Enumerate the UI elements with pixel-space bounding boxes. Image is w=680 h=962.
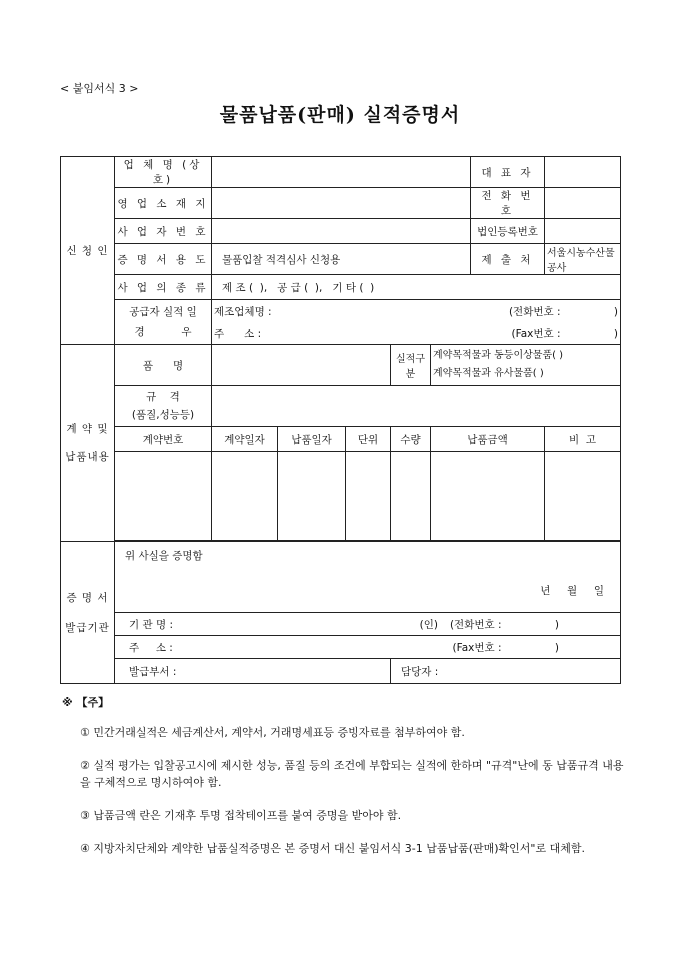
- note-item: ③ 납품금액 란은 기재후 투명 접착테이프를 붙여 증명을 받아야 함.: [80, 809, 402, 822]
- notes-section: [62, 694, 632, 873]
- supplier-label: [115, 300, 212, 345]
- address-field[interactable]: [212, 188, 471, 219]
- supplier-label-line2: 경 우: [134, 326, 192, 338]
- dept-cell[interactable]: [115, 659, 391, 684]
- spec-field[interactable]: [212, 386, 621, 427]
- item-label: 품 명: [115, 345, 212, 386]
- note-item: ④ 지방자치단체와 계약한 납품실적증명은 본 증명서 대신 붙임서식 3-1 납품납품(판매)확인서"로 대체함.: [80, 842, 585, 855]
- cell-quantity[interactable]: [391, 452, 431, 541]
- manager-cell[interactable]: [391, 659, 621, 684]
- rep-field[interactable]: [545, 157, 621, 188]
- perf-option-1[interactable]: 계약목적물과 동등이상물품( ): [433, 350, 564, 361]
- certify-date[interactable]: 년 월 일: [540, 585, 604, 597]
- certify-block: [115, 542, 621, 613]
- agency-row[interactable]: [115, 613, 621, 636]
- applicant-section-label: 신 청 인: [61, 157, 115, 345]
- maker-label: 제조업체명 :: [214, 305, 272, 318]
- address-label: 영 업 소 재 지: [115, 188, 212, 219]
- spec-label-line1: 규 격: [146, 391, 180, 403]
- maker-row[interactable]: [212, 300, 621, 323]
- perf-option-2[interactable]: 계약목적물과 유사물품( ): [433, 368, 544, 379]
- supplier-address-row[interactable]: [212, 322, 621, 345]
- spec-label-line2: (품질,성능등): [131, 409, 195, 421]
- issuer-section-line1: 증 명 서: [66, 591, 109, 604]
- corpno-label: 법인등록번호: [471, 219, 545, 244]
- cell-remarks[interactable]: [545, 452, 621, 541]
- submit-label: 제 출 처: [471, 244, 545, 275]
- col-amount: 납품금액: [431, 427, 545, 452]
- item-field[interactable]: [212, 345, 391, 386]
- col-remarks: 비 고: [545, 427, 621, 452]
- agency-phone: (전화번호 : ): [449, 618, 559, 631]
- rep-label: 대 표 자: [471, 157, 545, 188]
- cell-delivery-date[interactable]: [278, 452, 346, 541]
- issuer-fax: (Fax번호 : ): [452, 641, 559, 654]
- certificate-form: [60, 156, 621, 684]
- col-unit: 단위: [346, 427, 391, 452]
- cell-contract-date[interactable]: [212, 452, 278, 541]
- issuer-section-label: [61, 542, 115, 684]
- company-label: 업 체 명 (상호): [115, 157, 212, 188]
- col-delivery-date: 납품일자: [278, 427, 346, 452]
- manager-label: 담당자 :: [401, 665, 439, 678]
- supplier-fax: (Fax번호 : ): [511, 327, 618, 340]
- maker-phone: (전화번호 : ): [508, 305, 618, 318]
- issuer-address-row[interactable]: [115, 636, 621, 659]
- phone-label: 전 화 번 호: [471, 188, 545, 219]
- notes-heading: ※ 【주】: [62, 696, 110, 709]
- contract-section-line2: 납품내용: [65, 451, 110, 463]
- certify-text: 위 사실을 증명함: [125, 550, 203, 562]
- cell-amount[interactable]: [431, 452, 545, 541]
- contract-section-line1: 계 약 및: [66, 423, 109, 435]
- supplier-address-label: 주 소 :: [214, 327, 262, 340]
- perf-label: [391, 345, 431, 386]
- note-item: ① 민간거래실적은 세금계산서, 계약서, 거래명세표등 증빙자료를 첨부하여야 함.: [80, 726, 465, 739]
- note-item: ② 실적 평가는 입찰공고시에 제시한 성능, 품질 등의 조건에 부합되는 실적에 한하며 "규격"난에 동 납품규격 내용을 구체적으로 명시하여야 함.: [80, 759, 624, 789]
- col-contract-no: 계약번호: [115, 427, 212, 452]
- corpno-field[interactable]: [545, 219, 621, 244]
- biztype-value[interactable]: 제 조 ( ), 공 급 ( ), 기 타 ( ): [212, 275, 621, 300]
- cell-unit[interactable]: [346, 452, 391, 541]
- col-quantity: 수량: [391, 427, 431, 452]
- issuer-section-line2: 발급기관: [65, 621, 110, 634]
- submit-value: 서울시농수산물공사: [545, 244, 621, 275]
- cell-contract-no[interactable]: [115, 452, 212, 541]
- perf-label-line1: 실적구: [396, 354, 425, 365]
- perf-options[interactable]: [431, 345, 621, 386]
- bizno-label: 사 업 자 번 호: [115, 219, 212, 244]
- spec-label: [115, 386, 212, 427]
- purpose-value: 물품입찰 적격심사 신청용: [212, 244, 471, 275]
- bizno-field[interactable]: [212, 219, 471, 244]
- col-contract-date: 계약일자: [212, 427, 278, 452]
- company-field[interactable]: [212, 157, 471, 188]
- supplier-label-line1: 공급자 실적 일: [129, 306, 197, 318]
- agency-label: 기 관 명 :: [129, 618, 173, 631]
- contract-section-label: [61, 345, 115, 542]
- contract-header-row: [61, 427, 621, 452]
- dept-label: 발급부서 :: [129, 665, 177, 678]
- biztype-label: 사 업 의 종 류: [115, 275, 212, 300]
- header-label: < 붙임서식 3 >: [60, 82, 139, 95]
- seal-mark: (인): [419, 618, 438, 631]
- perf-label-line2: 분: [405, 369, 416, 380]
- page-title: 물품납품(판매) 실적증명서: [219, 104, 461, 126]
- phone-field[interactable]: [545, 188, 621, 219]
- contract-data-row[interactable]: [61, 452, 621, 541]
- issuer-address-label: 주 소 :: [129, 641, 173, 654]
- purpose-label: 증 명 서 용 도: [115, 244, 212, 275]
